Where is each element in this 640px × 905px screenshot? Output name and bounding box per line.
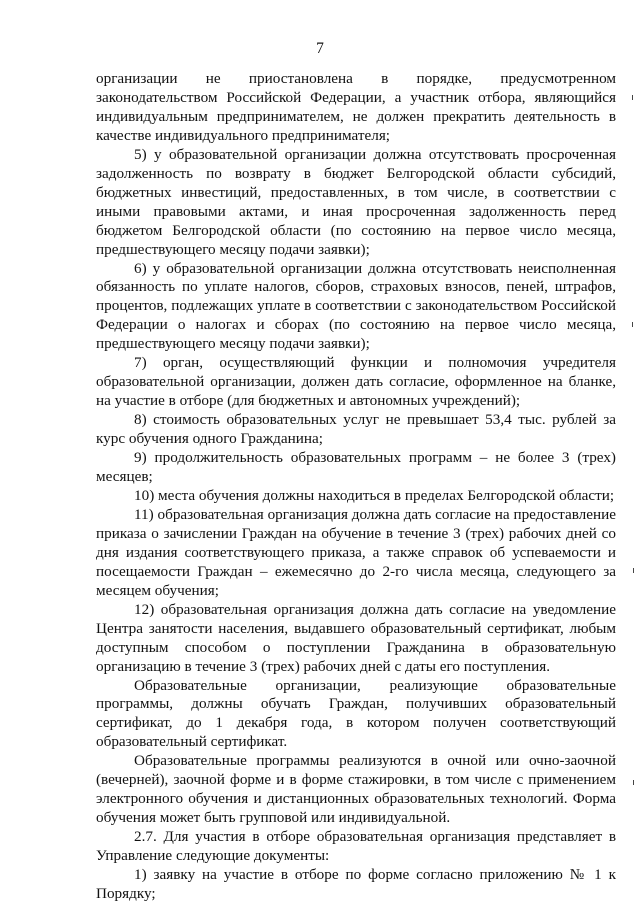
paragraph-item-6: 6) у образовательной организации должна отсутствовать неисполненная обязанность по уплате налогов, сборов, страховых взносов, пеней, штрафов, процентов, подлежащих уплате в соответствии с законодательством Российской Федерации о налогах и сборах (по состоянию на первое число месяца, предшествующего месяцу подачи заявки);: [96, 259, 616, 353]
paragraph-section-2-7: 2.7. Для участия в отборе образовательная организация представляет в Управление следующие документы:: [96, 828, 616, 865]
paragraph-item-5: 5) у образовательной организации должна отсутствовать просроченная задолженность по возврату в бюджет Белгородской области субсидий, бюджетных инвестиций, предоставленных, в том числе, в соответствии с иными правовыми актами, и иная просроченная задолженность перед бюджетом Белгородской области (по состоянию на первое число месяца, предшествующего месяцу подачи заявки);: [96, 145, 616, 258]
paragraph-item-11: 11) образовательная организация должна дать согласие на предоставление приказа о зачислении Граждан на обучение в течение 3 (трех) рабочих дней со дня издания соответствующего приказа, а также справок об успеваемости и посещаемости Граждан – ежемесячно до 2-го числа месяца, следующего за месяцем обучения;: [96, 505, 616, 599]
paragraph-item-12: 12) образовательная организация должна дать согласие на уведомление Центра занятости населения, выдавшего образовательный сертификат, любым доступным способом о поступлении Гражданина в образовательную организацию в течение 3 (трех) рабочих дней с даты его поступления.: [96, 600, 616, 675]
margin-mark: [632, 95, 633, 100]
paragraph-item-7: 7) орган, осуществляющий функции и полномочия учредителя образовательной организации, должен дать согласие, оформленное на бланке, на участие в отборе (для бюджетных и автономных учреждений);: [96, 354, 616, 410]
paragraph-item-9: 9) продолжительность образовательных программ – не более 3 (трех) месяцев;: [96, 449, 616, 486]
margin-mark: [633, 568, 634, 573]
paragraph-deadline: Образовательные организации, реализующие образовательные программы, должны обучать Граждан, получивших образовательный сертификат, до 1 декабря года, в котором получен соответствующий образовательный сертификат.: [96, 676, 616, 751]
paragraph-item-10: 10) места обучения должны находиться в пределах Белгородской области;: [134, 486, 615, 504]
paragraph-forms: Образовательные программы реализуются в очной или очно-заочной (вечерней), заочной форме и в форме стажировки, в том числе с применением электронного обучения и дистанционных образовательных технологий. Форма обучения может быть групповой или индивидуальной.: [96, 752, 616, 827]
margin-mark: [633, 780, 634, 785]
page-number: 7: [316, 40, 324, 57]
margin-mark: [632, 322, 633, 327]
paragraph-doc-item-1: 1) заявку на участие в отборе по форме согласно приложению № 1 к Порядку;: [96, 866, 616, 902]
paragraph-item-8: 8) стоимость образовательных услуг не превышает 53,4 тыс. рублей за курс обучения одного Гражданина;: [96, 411, 616, 448]
document-body: [96, 70, 616, 904]
paragraph-continuation: организации не приостановлена в порядке, предусмотренном законодательством Российской Федерации, а участник отбора, являющийся индивидуальным предпринимателем, не должен прекратить деятельность в качестве индивидуального предпринимателя;: [96, 70, 616, 144]
